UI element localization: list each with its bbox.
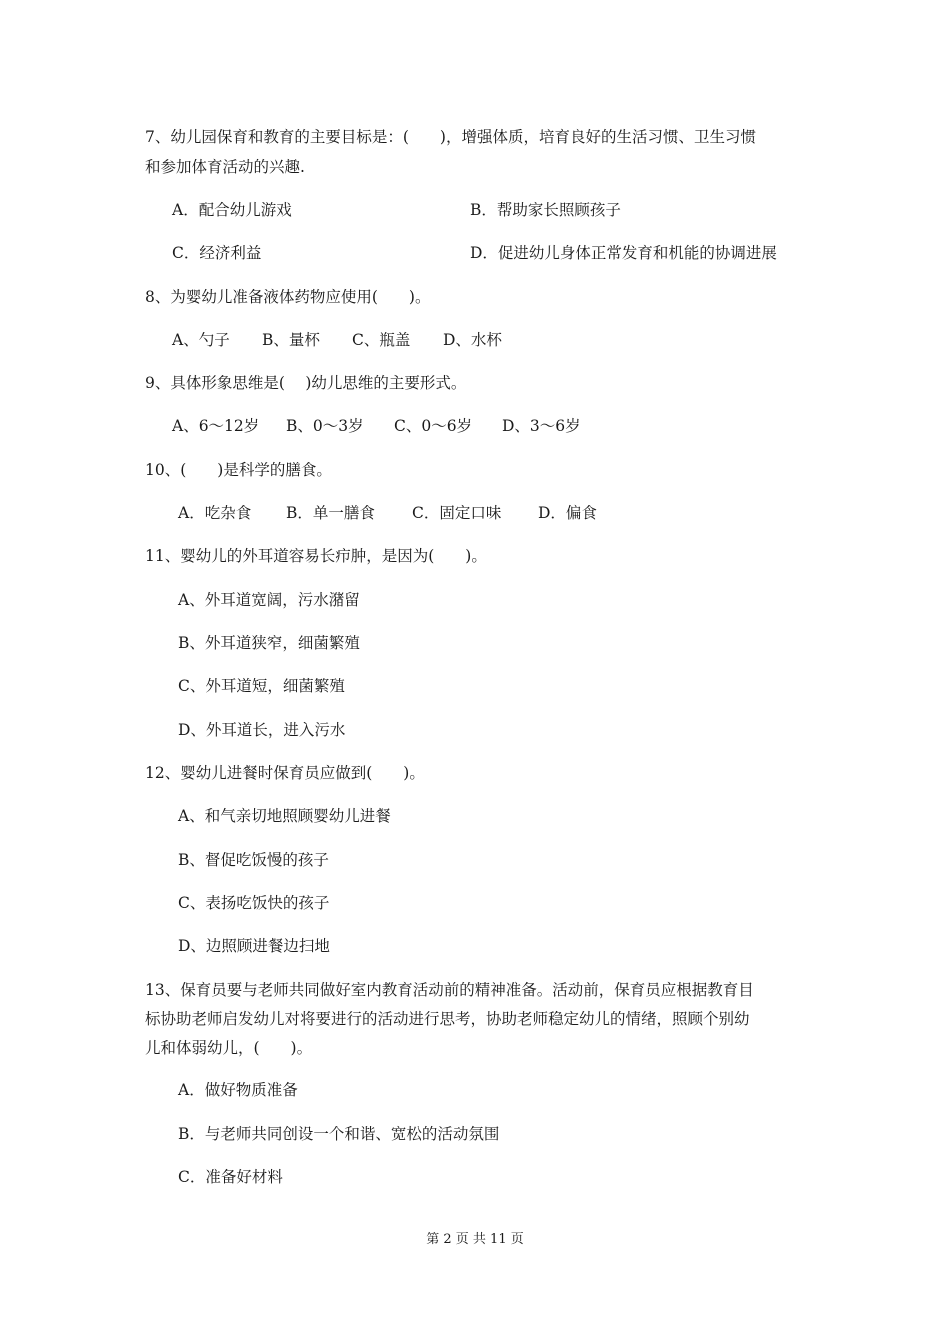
question-13-text-line2: 标协助老师启发幼儿对将要进行的活动进行思考，协助老师稳定幼儿的情绪，照顾个别幼	[145, 1010, 750, 1028]
question-10-option-d: D．偏食	[538, 504, 597, 522]
question-11-option-a: A、外耳道宽阔，污水潴留	[178, 591, 360, 609]
question-11-option-b: B、外耳道狭窄，细菌繁殖	[178, 634, 360, 652]
question-13-option-c: C．准备好材料	[178, 1168, 283, 1186]
question-12-text: 12、婴幼儿进餐时保育员应做到( )。	[145, 764, 425, 782]
question-12-option-d: D、边照顾进餐边扫地	[178, 937, 330, 955]
question-7-text-line2: 和参加体育活动的兴趣.	[145, 158, 305, 176]
question-7-option-a: A．配合幼儿游戏	[172, 201, 292, 219]
question-7-option-b: B．帮助家长照顾孩子	[470, 201, 621, 219]
question-7-option-c: C．经济利益	[172, 244, 262, 262]
question-7-option-d: D．促进幼儿身体正常发育和机能的协调进展	[470, 244, 777, 262]
question-8-option-c: C、瓶盖	[352, 331, 411, 349]
question-8-text: 8、为婴幼儿准备液体药物应使用( )。	[145, 288, 431, 306]
page-number: 第 2 页 共 11 页	[426, 1232, 524, 1247]
question-8-option-a: A、勺子	[172, 331, 230, 349]
question-10-option-c: C．固定口味	[412, 504, 502, 522]
question-9-option-c: C、0～6岁	[394, 417, 473, 435]
question-11-text: 11、婴幼儿的外耳道容易长疖肿，是因为( )。	[145, 547, 487, 565]
question-9-option-a: A、6～12岁	[172, 417, 260, 435]
question-12-option-b: B、督促吃饭慢的孩子	[178, 851, 329, 869]
question-7-text-line1: 7、幼儿园保育和教育的主要目标是：( )，增强体质，培育良好的生活习惯、卫生习惯	[145, 128, 756, 146]
question-11-option-c: C、外耳道短，细菌繁殖	[178, 677, 345, 695]
question-12-option-c: C、表扬吃饭快的孩子	[178, 894, 330, 912]
question-12-option-a: A、和气亲切地照顾婴幼儿进餐	[178, 807, 391, 825]
question-9-option-d: D、3～6岁	[502, 417, 581, 435]
question-13-option-b: B．与老师共同创设一个和谐、宽松的活动氛围	[178, 1125, 500, 1143]
question-9-option-b: B、0～3岁	[286, 417, 364, 435]
question-10-option-b: B．单一膳食	[286, 504, 375, 522]
question-9-text: 9、具体形象思维是( )幼儿思维的主要形式。	[145, 374, 467, 392]
question-11-option-d: D、外耳道长，进入污水	[178, 721, 346, 739]
question-8-option-b: B、量杯	[262, 331, 320, 349]
question-13-option-a: A．做好物质准备	[178, 1081, 298, 1099]
question-10-option-a: A．吃杂食	[178, 504, 252, 522]
question-10-text: 10、( )是科学的膳食。	[145, 461, 332, 479]
question-8-option-d: D、水杯	[443, 331, 502, 349]
question-13-text-line1: 13、保育员要与老师共同做好室内教育活动前的精神准备。活动前，保育员应根据教育目	[145, 981, 754, 999]
question-13-text-line3: 儿和体弱幼儿，( )。	[145, 1039, 313, 1057]
